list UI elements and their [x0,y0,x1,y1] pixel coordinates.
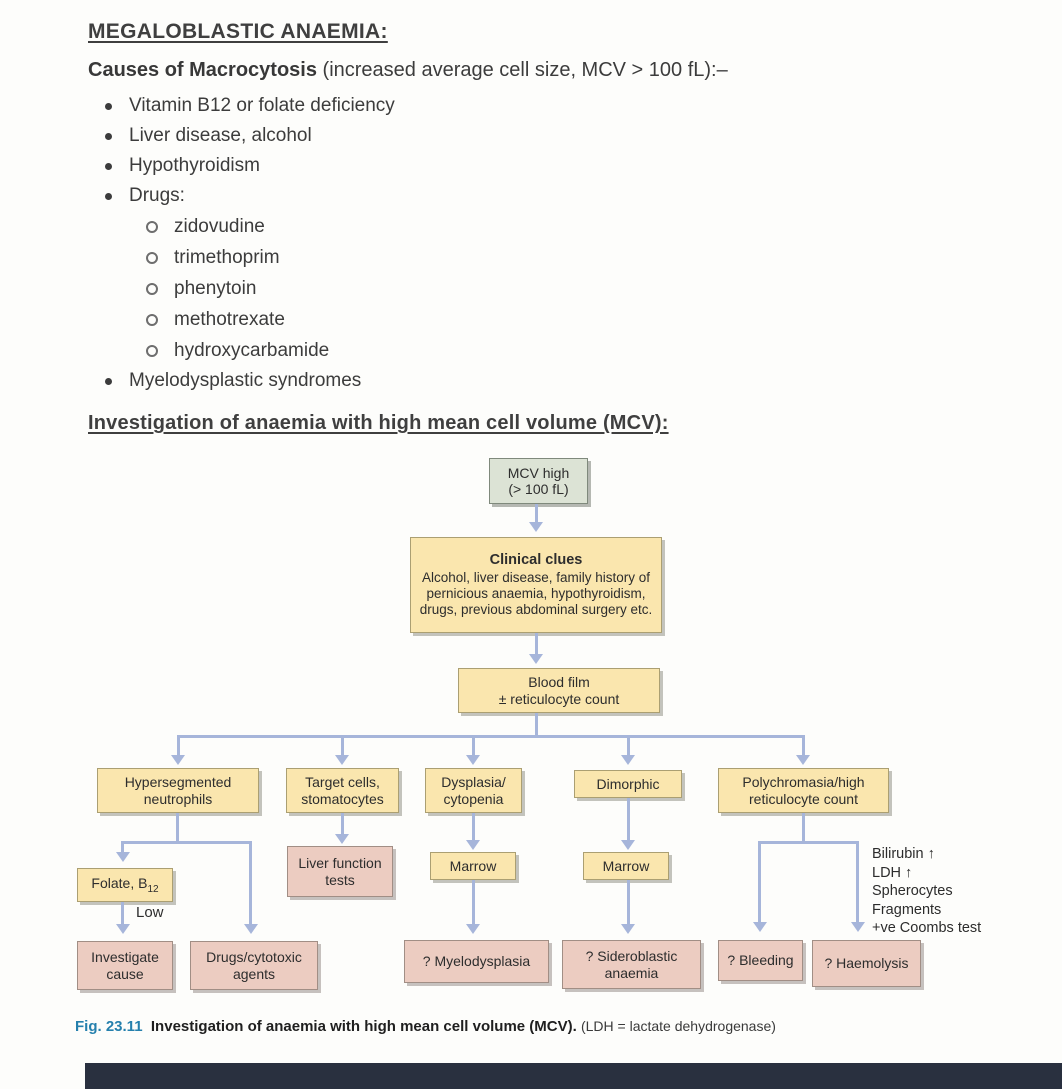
connector-line [802,813,805,843]
node-label: Polychromasia/high [742,774,865,791]
node-bleeding [718,940,803,981]
node-label: Hypersegmented [124,774,232,791]
connector-line [758,841,761,924]
node-title: Clinical clues [489,552,583,569]
node-label: Marrow [449,857,497,874]
node-label: Target cells, [305,774,380,791]
node-label: neutrophils [143,790,213,807]
node-clinical-clues [410,537,662,633]
connector-line [121,841,252,844]
node-label: anaemia [604,964,659,981]
node-liver-function-tests [287,846,393,897]
list-item-label: Liver disease, alcohol [129,125,312,146]
haemolysis-clue: Fragments [872,901,942,918]
arrow-down-icon [116,852,130,862]
arrow-down-icon [529,522,543,532]
connector-line [535,504,538,524]
node-folate-b12 [77,868,173,902]
sub-list-item-label: hydroxycarbamide [174,339,330,361]
node-label: Dysplasia/ [441,774,506,791]
connector-line [627,798,630,842]
sub-list-item-label: zidovudine [174,215,265,237]
node-label: ? Sideroblastic [585,948,678,965]
arrow-down-icon [621,840,635,850]
connector-line [856,841,859,924]
list-item-label: Vitamin B12 or folate deficiency [129,95,395,116]
node-drugs-cytotoxic-agents [190,941,318,990]
figure-caption [75,1018,1035,1035]
node-blood-film [458,668,660,713]
node-hypersegmented-neutrophils [97,768,259,813]
arrow-down-icon [621,755,635,765]
haemolysis-clue: Bilirubin ↑ [872,846,935,862]
node-label: MCV high [507,464,570,481]
connector-line [472,880,475,926]
arrow-down-icon [171,755,185,765]
connector-line [802,735,805,757]
figure-number: Fig. 23.11 [75,1018,143,1035]
arrow-down-icon [116,924,130,934]
connector-line [121,902,124,926]
connector-line [341,735,344,757]
haemolysis-clue: Spherocytes [872,883,953,900]
node-marrow-1 [430,852,516,880]
arrow-down-icon [335,834,349,844]
connector-line [627,735,630,757]
node-label: Blood film [528,674,590,691]
node-label: stomatocytes [301,790,384,807]
node-body: Alcohol, liver disease, family history of pernicious anaemia, hypothyroidism, drugs, previous abdominal surgery etc. [419,570,653,617]
arrow-down-icon [244,924,258,934]
causes-heading-rest: (increased average cell size, MCV > 100 fL):– [316,59,728,81]
node-label: Marrow [602,857,650,874]
connector-line [177,735,805,738]
node-label: Liver function [298,855,382,872]
node-label: (> 100 fL) [508,481,569,497]
low-annotation: Low [136,904,164,921]
section-heading: Investigation of anaemia with high mean cell volume (MCV): [88,412,669,434]
haemolysis-clue: +ve Coombs test [872,920,982,937]
node-polychromasia-high-retic [718,768,889,813]
node-label: tests [325,871,355,888]
list-item-label: Drugs: [129,185,185,206]
arrow-down-icon [335,755,349,765]
node-label: ± reticulocyte count [498,690,620,707]
node-label: reticulocyte count [749,790,858,807]
list-item-label: Hypothyroidism [129,155,260,176]
node-label: ? Myelodysplasia [422,953,531,970]
connector-line [249,841,252,926]
connector-line [535,713,538,737]
arrow-down-icon [796,755,810,765]
arrow-down-icon [851,922,865,932]
node-label: Investigate [91,949,159,966]
arrow-down-icon [466,840,480,850]
connector-line [627,880,630,926]
caption-note: (LDH = lactate dehydrogenase) [580,1018,776,1034]
sub-list-item-label: trimethoprim [174,246,280,268]
connector-line [177,735,180,757]
arrow-down-icon [753,922,767,932]
node-label: ? Bleeding [727,952,794,969]
node-label: Folate, $B_{12}$ [91,874,159,895]
connector-line [341,813,344,836]
node-dysplasia-cytopenia [425,768,522,813]
haemolysis-clue: LDH ↑ [872,864,913,881]
node-target-cells-stomatocytes [286,768,399,813]
arrow-down-icon [466,755,480,765]
arrow-down-icon [621,924,635,934]
node-haemolysis [812,940,921,987]
haemolysis-clues [872,845,1062,938]
node-investigate-cause [77,941,173,990]
connector-line [472,735,475,757]
caption-title: Investigation of anaemia with high mean cell volume (MCV). [150,1018,577,1035]
node-label: Dimorphic [596,775,660,792]
node-label: cause [106,965,144,982]
node-label: cytopenia [443,790,504,807]
arrow-down-icon [466,924,480,934]
node-label: agents [232,965,276,982]
node-mcv-high [489,458,588,504]
page-title: MEGALOBLASTIC ANAEMIA: [88,20,388,43]
node-label: Drugs/cytotoxic [206,949,302,966]
list-item-label: Myelodysplastic syndromes [129,370,362,391]
sub-list-item-label: phenytoin [174,277,257,299]
page-footer-bar [85,1063,1062,1089]
sub-list-item-label: methotrexate [174,308,285,330]
connector-line [758,841,858,844]
node-label: ? Haemolysis [824,955,909,972]
connector-line [176,813,179,843]
node-myelodysplasia [404,940,549,983]
node-dimorphic [574,770,682,798]
node-marrow-2 [583,852,669,880]
node-sideroblastic-anaemia [562,940,701,989]
causes-heading-bold: Causes of Macrocytosis [88,59,317,81]
arrow-down-icon [529,654,543,664]
connector-line [535,633,538,654]
connector-line [472,813,475,842]
